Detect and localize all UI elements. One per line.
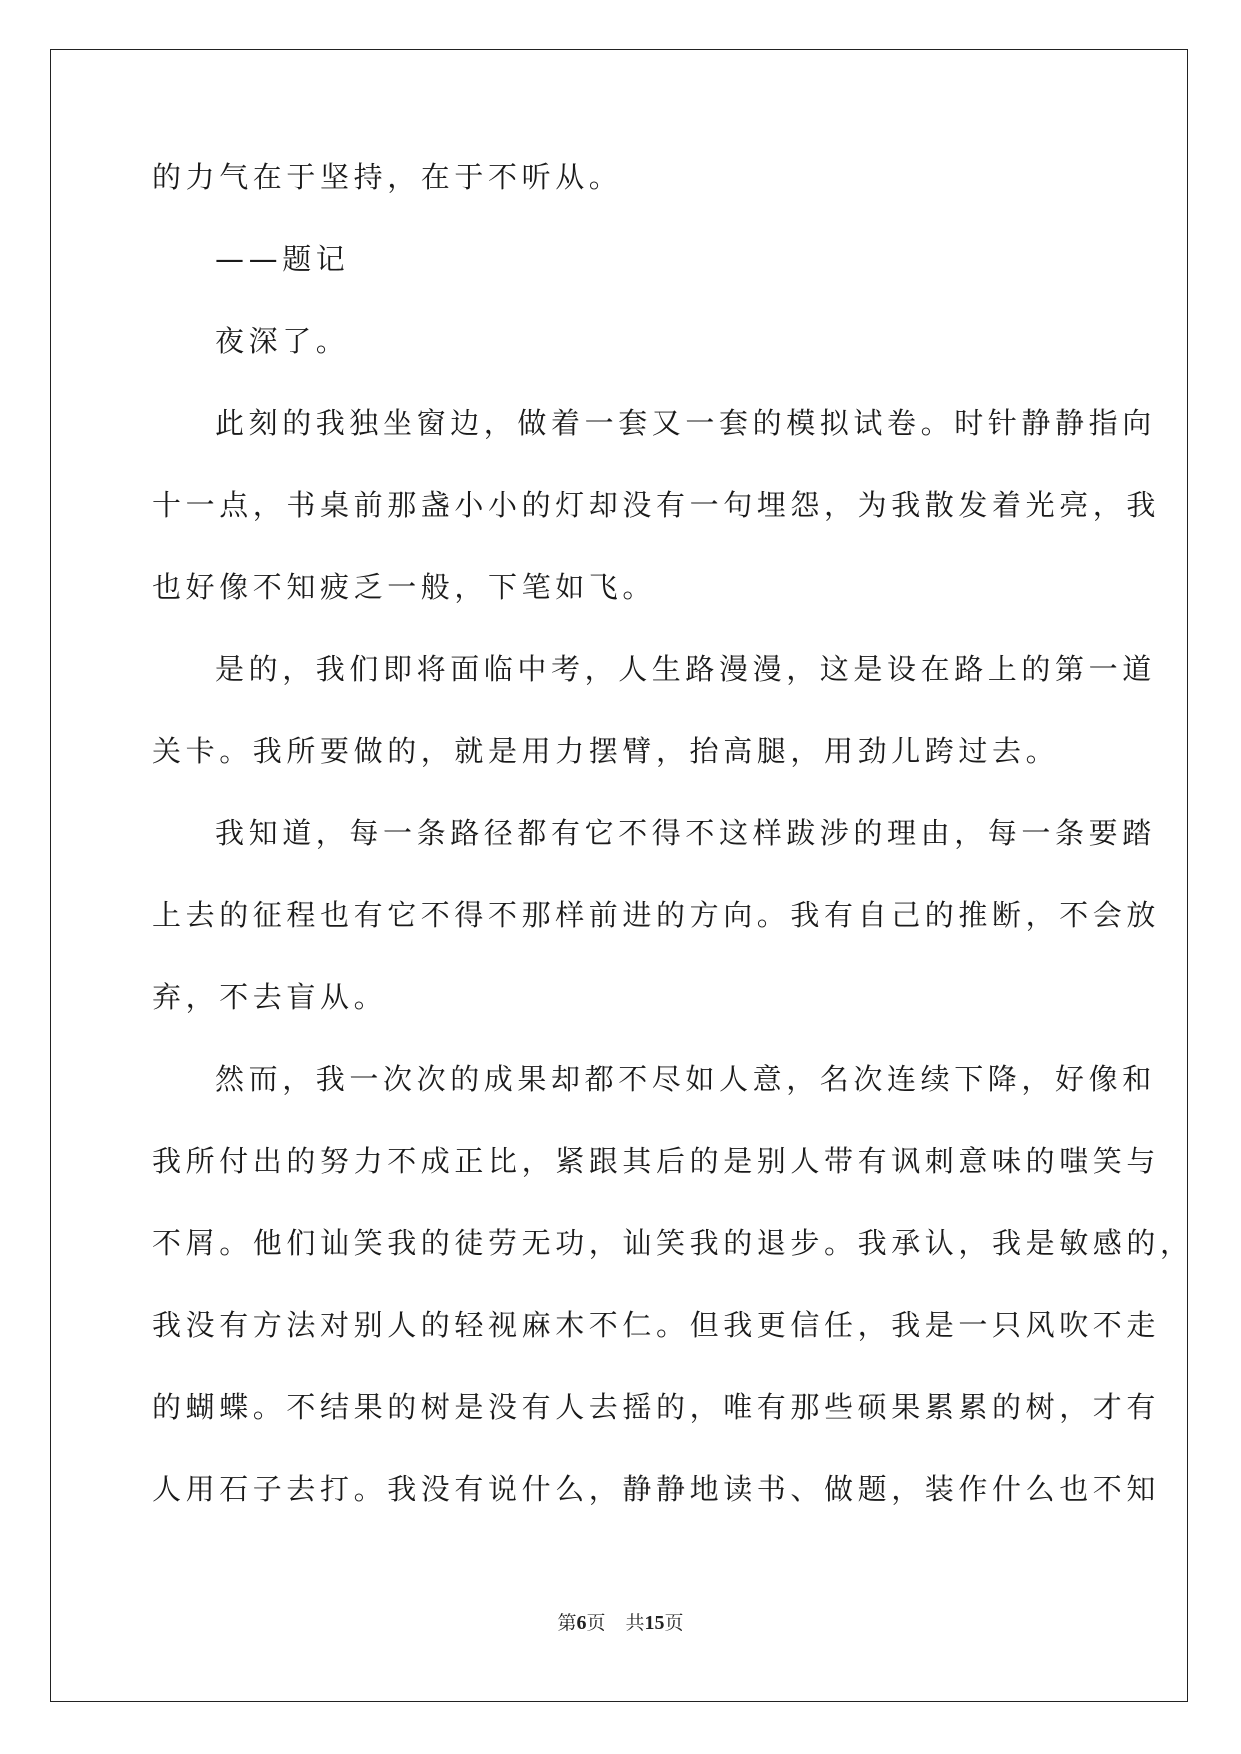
page-footer xyxy=(0,1611,1241,1635)
text-line: 十一点，书桌前那盏小小的灯却没有一句埋怨，为我散发着光亮，我 xyxy=(152,488,1161,522)
text-line: 是的，我们即将面临中考，人生路漫漫，这是设在路上的第一道 xyxy=(215,652,1156,686)
text-line: 关卡。我所要做的，就是用力摆臂，抬高腿，用劲儿跨过去。 xyxy=(152,734,1060,768)
text-line: 的力气在于坚持，在于不听从。 xyxy=(152,160,623,194)
total-page-count: 15 xyxy=(644,1612,665,1634)
text-line: 此刻的我独坐窗边，做着一套又一套的模拟试卷。时针静静指向 xyxy=(215,406,1156,440)
total-suffix: 页 xyxy=(664,1612,684,1634)
text-line: 我没有方法对别人的轻视麻木不仁。但我更信任，我是一只风吹不走 xyxy=(152,1308,1161,1342)
text-line: ——题记 xyxy=(215,242,350,276)
page-prefix: 第 xyxy=(557,1612,577,1634)
text-line: 然而，我一次次的成果却都不尽如人意，名次连续下降，好像和 xyxy=(215,1062,1156,1096)
current-page-number: 6 xyxy=(576,1612,587,1634)
text-line: 不屑。他们讪笑我的徒劳无功，讪笑我的退步。我承认，我是敏感的， xyxy=(152,1226,1194,1260)
text-line: 上去的征程也有它不得不那样前进的方向。我有自己的推断，不会放 xyxy=(152,898,1161,932)
total-pages xyxy=(626,1612,684,1634)
text-line: 也好像不知疲乏一般，下笔如飞。 xyxy=(152,570,657,604)
text-line: 我知道，每一条路径都有它不得不这样跋涉的理由，每一条要踏 xyxy=(215,816,1156,850)
text-line: 我所付出的努力不成正比，紧跟其后的是别人带有讽刺意味的嗤笑与 xyxy=(152,1144,1161,1178)
page-number xyxy=(557,1612,605,1634)
text-line: 人用石子去打。我没有说什么，静静地读书、做题，装作什么也不知 xyxy=(152,1472,1161,1506)
page-suffix: 页 xyxy=(586,1612,606,1634)
text-line: 的蝴蝶。不结果的树是没有人去摇的，唯有那些硕果累累的树，才有 xyxy=(152,1390,1161,1424)
document-body xyxy=(152,160,1194,1554)
text-line: 弃，不去盲从。 xyxy=(152,980,388,1014)
total-prefix: 共 xyxy=(625,1612,645,1634)
text-line: 夜深了。 xyxy=(215,324,350,358)
